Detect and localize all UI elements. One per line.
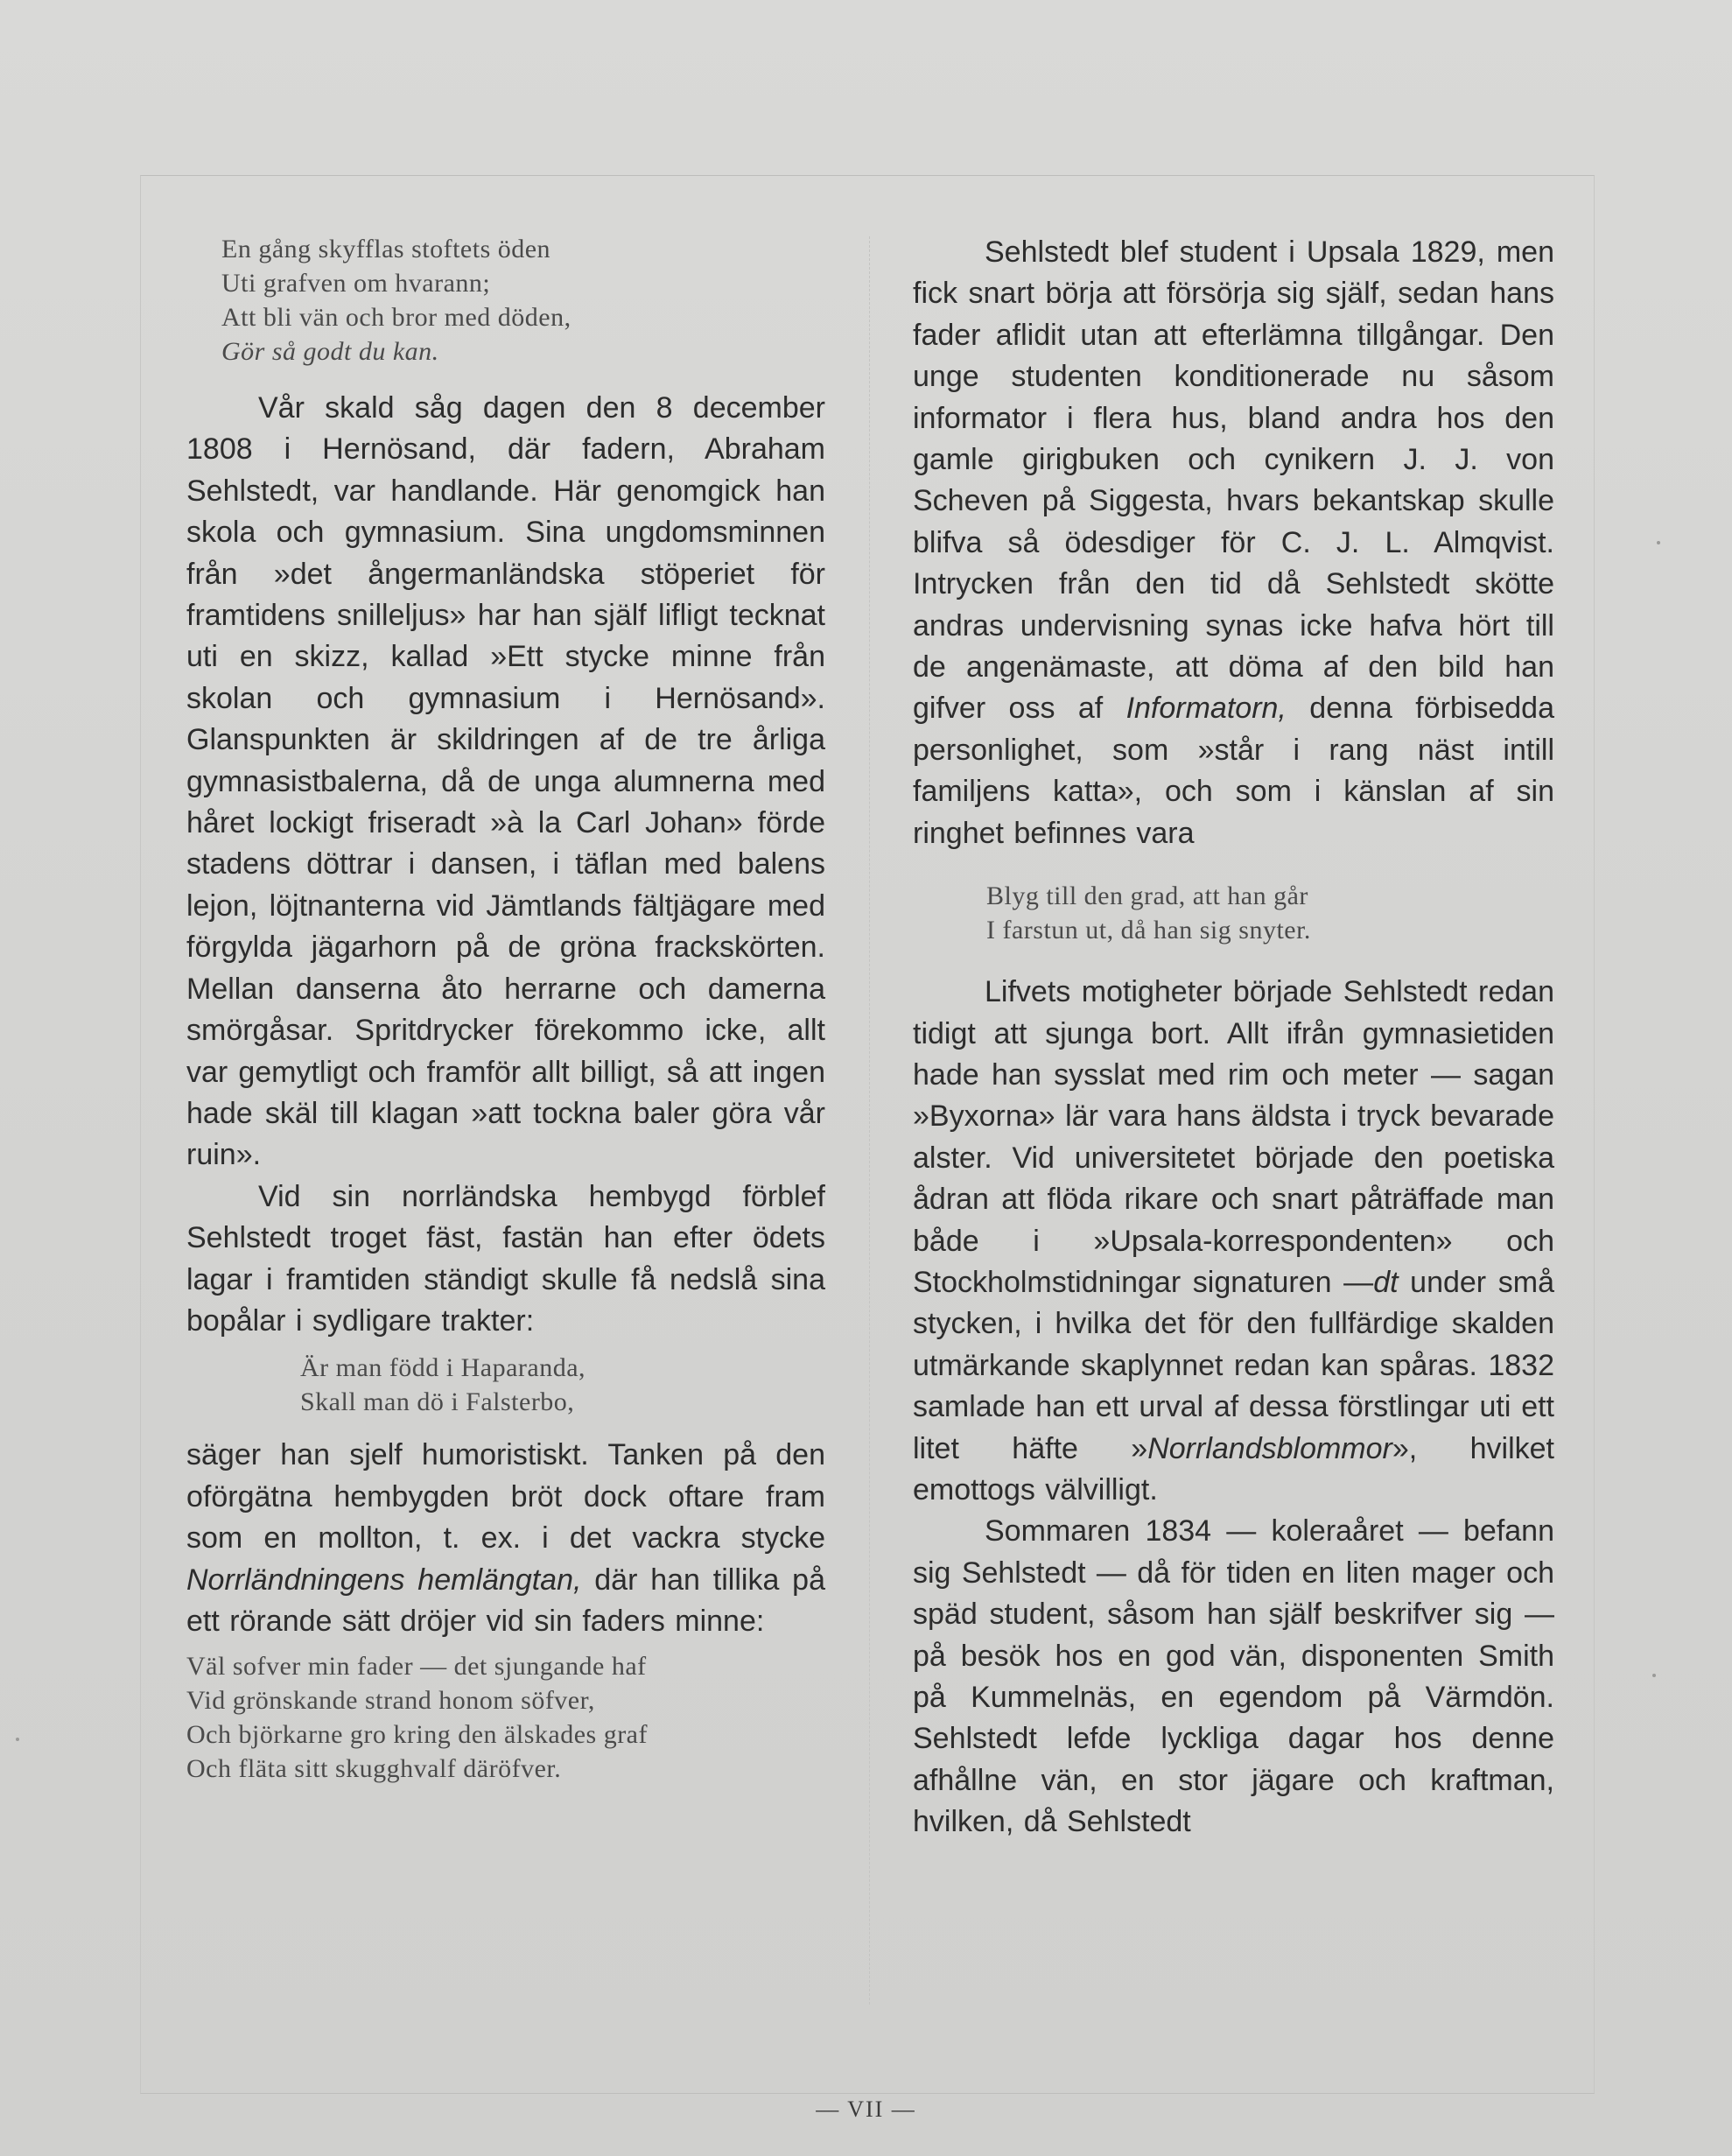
verse-line: Och björkarne gro kring den älskades graf xyxy=(186,1720,648,1750)
page-number: — VII — xyxy=(816,2096,916,2122)
poem-title: Norrländningens hemlängtan, xyxy=(186,1563,582,1597)
verse-line: Uti grafven om hvarann; xyxy=(221,269,491,298)
paragraph-early-poetry xyxy=(913,972,1554,1511)
paragraph-student xyxy=(913,232,1554,854)
paragraph-homeland: Vid sin norrländska hembygd förblef Sehlstedt troget fäst, fastän han efter ödets lagar i framtiden ständigt skulle få nedslå sina bopålar i sydligare trakter: xyxy=(186,1179,825,1338)
signature: dt xyxy=(1373,1265,1399,1299)
paper-speck xyxy=(1657,541,1660,544)
verse-line: Och fläta sitt skugghvalf däröfver. xyxy=(186,1754,562,1784)
verse-line: En gång skyfflas stoftets öden xyxy=(221,235,551,263)
verse-intro xyxy=(221,232,825,369)
verse-line: Vid grönskande strand honom söfver, xyxy=(186,1686,595,1716)
verse-line: Att bli vän och bror med döden, xyxy=(221,303,571,332)
verse-line: Väl sofver min fader — det sjungande haf xyxy=(186,1652,647,1682)
paragraph-text: säger han sjelf humoristiskt. Tanken på den oförgätna hembygden bröt dock oftare fram som en mollton, t. ex. i det vackra stycke xyxy=(186,1438,825,1556)
verse-line: I farstun ut, då han sig snyter. xyxy=(986,916,1311,945)
paragraph-text: Lifvets motigheter började Sehlstedt redan tidigt att sjunga bort. Allt ifrån gymnasietiden hade han sysslat med rim och meter — sagan »Byxorna» lär vara hans äldsta i tryck bevarade alster. Vid universitetet började den poetiska ådran att flöda rikare och snart påträffade man både i »Upsala-korrespondenten» och Stockholmstidningar signaturen — xyxy=(913,975,1554,1299)
poem-title: Informatorn, xyxy=(1125,692,1287,726)
paragraph-summer-1834: Sommaren 1834 — koleraåret — befann sig Sehlstedt — då för tiden en liten mager och späd student, såsom han själf beskrifver sig — på besök hos en god vän, disponenten Smith på Kummelnäs, en egendom på Värmdön. Sehlstedt lefde lyckliga dagar hos denne afhållne vän, en stor jägare och kraftman, hvilken, då Sehlstedt xyxy=(913,1514,1554,1839)
paragraph-humor xyxy=(186,1435,825,1642)
verse-fader xyxy=(186,1649,825,1786)
verse-line: Är man född i Haparanda, xyxy=(300,1353,586,1383)
paper-speck xyxy=(16,1738,19,1741)
paper-speck xyxy=(1652,1674,1656,1677)
paragraph-text: där han tillika på ett rörande sätt dröjer vid sin faders minne: xyxy=(186,1563,825,1638)
right-column xyxy=(913,232,1554,1843)
verse-blyg xyxy=(986,879,1554,947)
verse-line: Blyg till den grad, att han går xyxy=(986,881,1308,911)
column-divider xyxy=(869,236,870,2005)
verse-line: Skall man dö i Falsterbo, xyxy=(300,1387,575,1417)
left-column xyxy=(186,232,825,1786)
paragraph-text: under små stycken, i hvilka det för den fullfärdige skalden utmärkande skaplynnet redan kan spåras. 1832 samlade han ett urval af dessa förstlingar uti ett litet häfte » xyxy=(913,1265,1554,1465)
paragraph-text: », hvilket emottogs välvilligt. xyxy=(913,1431,1554,1506)
paragraph-text: Sehlstedt blef student i Upsala 1829, men fick snart börja att försörja sig själf, sedan hans fader aflidit utan att efterlämna tillgångar. Den unge studenten konditionerade nu såsom informator i flera hus, bland andra hos den gamle girigbuken och cynikern J. J. von Scheven på Siggesta, hvars bekantskap skulle blifva så ödesdiger för C. J. L. Almqvist. Intrycken från den tid då Sehlstedt skötte andras undervisning synas icke hafva hört till de angenämaste, att döma af den bild han gifver oss af xyxy=(913,235,1554,726)
verse-line: Gör så godt du kan. xyxy=(221,337,439,366)
poem-title: Norrlandsblommor xyxy=(1147,1431,1392,1465)
paragraph-birth: Vår skald såg dagen den 8 december 1808 i Hernösand, där fadern, Abraham Sehlstedt, var handlande. Här genomgick han skola och gymnasium. Sina ungdomsminnen från »det ångermanländska stöperiet för framtidens snilleljus» har han själf lifligt tecknat uti en skizz, kallad »Ett stycke minne från skolan och gymnasium i Hernösand». Glanspunkten är skildringen af de tre årliga gymnasistbalerna, då de unga alumnerna med håret lockigt friseradt »à la Carl Johan» förde stadens döttrar i dansen, i täflan med balens lejon, löjtnanterna vid Jämtlands fältjägare med förgylda jägarhorn på de gröna frackskörten. Mellan danserna åto herrarne och damerna smörgåsar. Spritdrycker förekommo icke, allt var gemytligt och framför allt billigt, så att ingen hade skäl till klagan »att tockna baler göra vår ruin». xyxy=(186,391,825,1172)
verse-haparanda xyxy=(300,1351,825,1419)
paragraph-text: denna förbisedda personlighet, som »står i rang näst intill familjens katta», och som i känslan af sin ringhet befinnes vara xyxy=(913,692,1554,850)
